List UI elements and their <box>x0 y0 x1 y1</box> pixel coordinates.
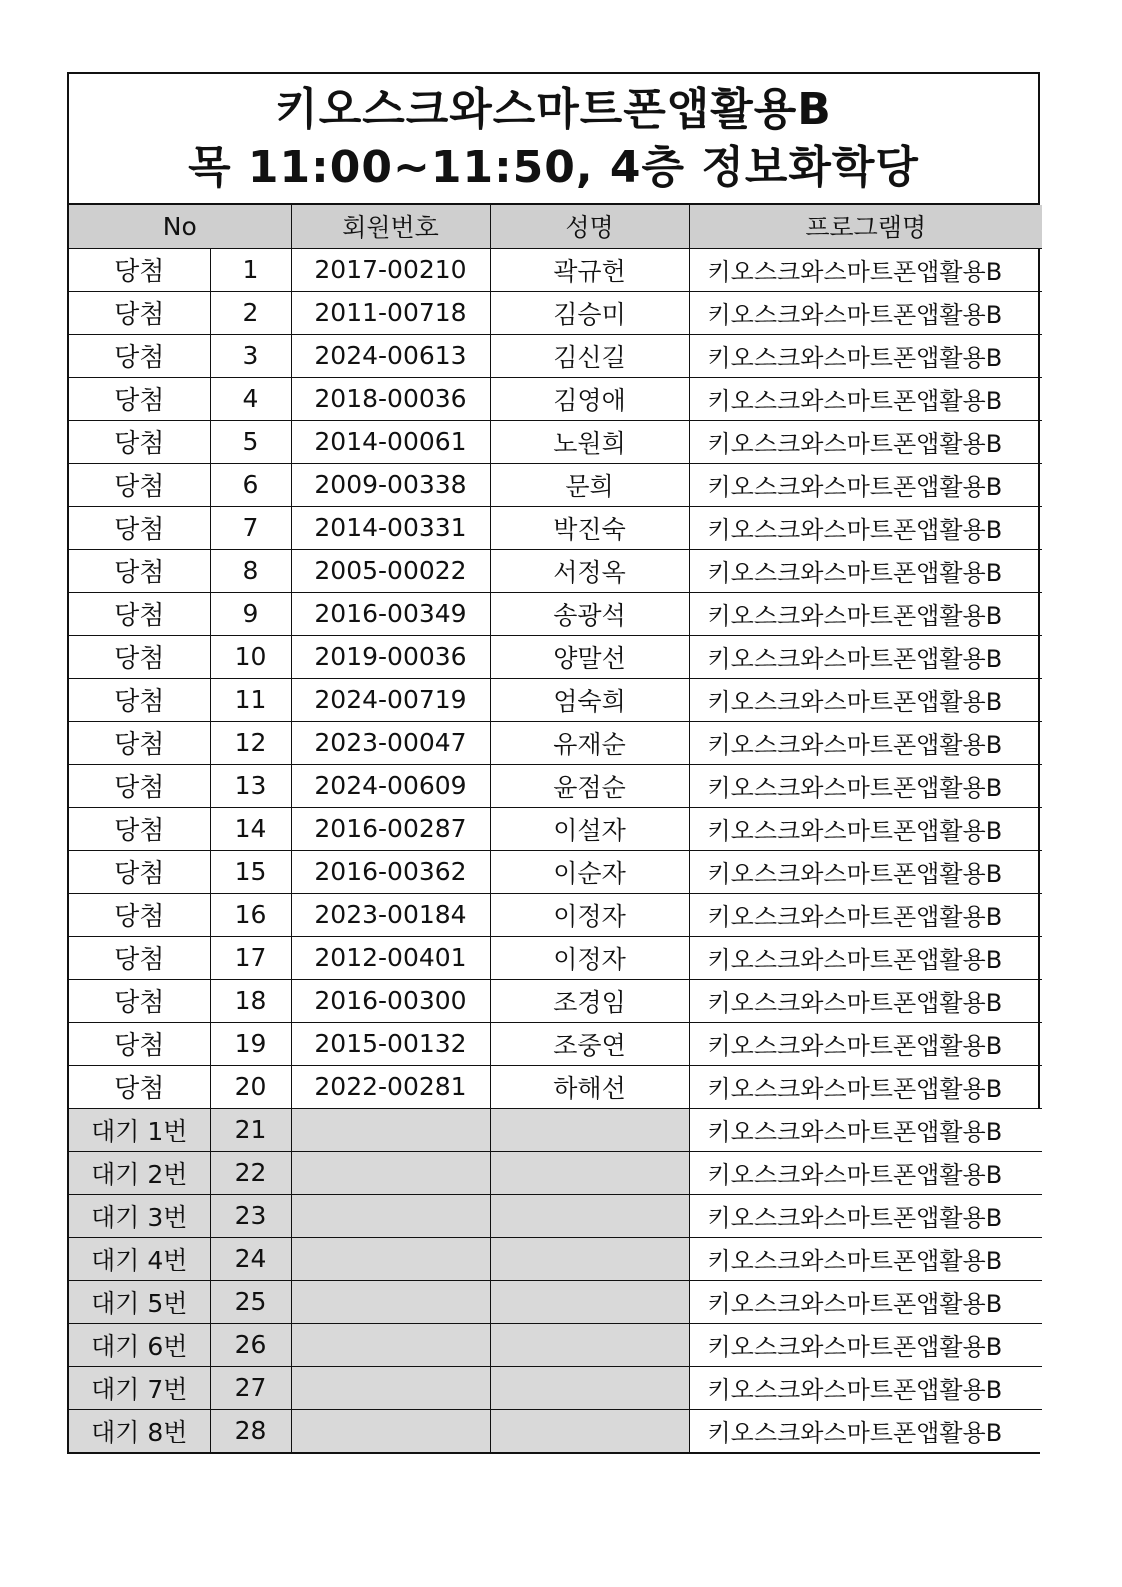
name-cell: 곽규헌 <box>490 248 689 291</box>
number-cell: 10 <box>210 635 291 678</box>
member-id-cell: 2011-00718 <box>291 291 490 334</box>
program-cell: 키오스크와스마트폰앱활용B <box>689 764 1042 807</box>
name-cell <box>490 1108 689 1151</box>
status-cell: 당첨 <box>69 764 210 807</box>
member-id-cell: 2016-00349 <box>291 592 490 635</box>
table-row <box>69 549 1042 592</box>
status-cell: 당첨 <box>69 678 210 721</box>
name-cell <box>490 1280 689 1323</box>
table-row <box>69 936 1042 979</box>
name-cell: 이설자 <box>490 807 689 850</box>
table-row <box>69 678 1042 721</box>
name-cell: 서정옥 <box>490 549 689 592</box>
program-cell: 키오스크와스마트폰앱활용B <box>689 936 1042 979</box>
member-id-cell <box>291 1366 490 1409</box>
status-cell: 당첨 <box>69 506 210 549</box>
status-cell: 대기 6번 <box>69 1323 210 1366</box>
name-cell: 하해선 <box>490 1065 689 1108</box>
member-id-cell <box>291 1409 490 1452</box>
member-id-cell: 2015-00132 <box>291 1022 490 1065</box>
status-cell: 당첨 <box>69 248 210 291</box>
program-cell: 키오스크와스마트폰앱활용B <box>689 1409 1042 1452</box>
number-cell: 1 <box>210 248 291 291</box>
name-cell: 김승미 <box>490 291 689 334</box>
number-cell: 13 <box>210 764 291 807</box>
lottery-result-sheet <box>67 72 1040 1454</box>
status-cell: 대기 5번 <box>69 1280 210 1323</box>
name-cell: 노원희 <box>490 420 689 463</box>
table-row <box>69 463 1042 506</box>
title-block <box>69 74 1038 205</box>
program-cell: 키오스크와스마트폰앱활용B <box>689 893 1042 936</box>
program-cell: 키오스크와스마트폰앱활용B <box>689 420 1042 463</box>
name-cell <box>490 1237 689 1280</box>
status-cell: 당첨 <box>69 463 210 506</box>
member-id-cell <box>291 1323 490 1366</box>
name-cell <box>490 1151 689 1194</box>
status-cell: 당첨 <box>69 420 210 463</box>
number-cell: 4 <box>210 377 291 420</box>
table-row <box>69 721 1042 764</box>
program-cell: 키오스크와스마트폰앱활용B <box>689 248 1042 291</box>
name-cell <box>490 1194 689 1237</box>
program-cell: 키오스크와스마트폰앱활용B <box>689 979 1042 1022</box>
number-cell: 24 <box>210 1237 291 1280</box>
status-cell: 당첨 <box>69 979 210 1022</box>
program-cell: 키오스크와스마트폰앱활용B <box>689 1151 1042 1194</box>
participant-table <box>69 205 1042 1452</box>
header-member-id: 회원번호 <box>291 205 490 248</box>
name-cell: 박진숙 <box>490 506 689 549</box>
program-cell: 키오스크와스마트폰앱활용B <box>689 549 1042 592</box>
number-cell: 20 <box>210 1065 291 1108</box>
status-cell: 대기 3번 <box>69 1194 210 1237</box>
table-row <box>69 635 1042 678</box>
member-id-cell <box>291 1280 490 1323</box>
number-cell: 27 <box>210 1366 291 1409</box>
number-cell: 7 <box>210 506 291 549</box>
program-cell: 키오스크와스마트폰앱활용B <box>689 463 1042 506</box>
status-cell: 대기 1번 <box>69 1108 210 1151</box>
program-cell: 키오스크와스마트폰앱활용B <box>689 1108 1042 1151</box>
member-id-cell: 2022-00281 <box>291 1065 490 1108</box>
program-cell: 키오스크와스마트폰앱활용B <box>689 850 1042 893</box>
member-id-cell: 2012-00401 <box>291 936 490 979</box>
program-cell: 키오스크와스마트폰앱활용B <box>689 377 1042 420</box>
page-title: 키오스크와스마트폰앱활용B <box>275 83 832 135</box>
status-cell: 당첨 <box>69 592 210 635</box>
name-cell: 조경임 <box>490 979 689 1022</box>
program-cell: 키오스크와스마트폰앱활용B <box>689 1280 1042 1323</box>
table-row <box>69 1108 1042 1151</box>
program-cell: 키오스크와스마트폰앱활용B <box>689 1065 1042 1108</box>
member-id-cell: 2009-00338 <box>291 463 490 506</box>
status-cell: 당첨 <box>69 1022 210 1065</box>
number-cell: 25 <box>210 1280 291 1323</box>
member-id-cell: 2024-00613 <box>291 334 490 377</box>
member-id-cell <box>291 1237 490 1280</box>
status-cell: 당첨 <box>69 936 210 979</box>
name-cell: 엄숙희 <box>490 678 689 721</box>
table-row <box>69 291 1042 334</box>
status-cell: 당첨 <box>69 850 210 893</box>
number-cell: 19 <box>210 1022 291 1065</box>
member-id-cell: 2024-00609 <box>291 764 490 807</box>
name-cell: 양말선 <box>490 635 689 678</box>
status-cell: 당첨 <box>69 377 210 420</box>
number-cell: 8 <box>210 549 291 592</box>
member-id-cell <box>291 1108 490 1151</box>
table-row <box>69 979 1042 1022</box>
status-cell: 대기 8번 <box>69 1409 210 1452</box>
number-cell: 14 <box>210 807 291 850</box>
table-row <box>69 1194 1042 1237</box>
table-row <box>69 592 1042 635</box>
number-cell: 16 <box>210 893 291 936</box>
program-cell: 키오스크와스마트폰앱활용B <box>689 334 1042 377</box>
status-cell: 당첨 <box>69 1065 210 1108</box>
number-cell: 5 <box>210 420 291 463</box>
status-cell: 당첨 <box>69 334 210 377</box>
number-cell: 11 <box>210 678 291 721</box>
name-cell: 이정자 <box>490 936 689 979</box>
name-cell: 윤점순 <box>490 764 689 807</box>
status-cell: 당첨 <box>69 635 210 678</box>
table-row <box>69 807 1042 850</box>
table-row <box>69 420 1042 463</box>
number-cell: 12 <box>210 721 291 764</box>
number-cell: 22 <box>210 1151 291 1194</box>
table-row <box>69 1151 1042 1194</box>
status-cell: 당첨 <box>69 807 210 850</box>
status-cell: 당첨 <box>69 291 210 334</box>
status-cell: 당첨 <box>69 893 210 936</box>
member-id-cell: 2024-00719 <box>291 678 490 721</box>
name-cell: 송광석 <box>490 592 689 635</box>
program-cell: 키오스크와스마트폰앱활용B <box>689 291 1042 334</box>
table-row <box>69 1280 1042 1323</box>
program-cell: 키오스크와스마트폰앱활용B <box>689 1022 1042 1065</box>
table-row <box>69 764 1042 807</box>
status-cell: 대기 4번 <box>69 1237 210 1280</box>
number-cell: 3 <box>210 334 291 377</box>
member-id-cell: 2017-00210 <box>291 248 490 291</box>
table-row <box>69 1237 1042 1280</box>
name-cell: 김영애 <box>490 377 689 420</box>
number-cell: 17 <box>210 936 291 979</box>
schedule-subtitle: 목 11:00~11:50, 4층 정보화학당 <box>188 141 919 193</box>
table-row <box>69 1065 1042 1108</box>
number-cell: 6 <box>210 463 291 506</box>
name-cell <box>490 1366 689 1409</box>
member-id-cell: 2016-00362 <box>291 850 490 893</box>
number-cell: 15 <box>210 850 291 893</box>
table-row <box>69 1409 1042 1452</box>
status-cell: 당첨 <box>69 721 210 764</box>
member-id-cell: 2019-00036 <box>291 635 490 678</box>
member-id-cell: 2018-00036 <box>291 377 490 420</box>
name-cell: 김신길 <box>490 334 689 377</box>
header-no: No <box>69 205 291 248</box>
name-cell <box>490 1409 689 1452</box>
table-row <box>69 248 1042 291</box>
program-cell: 키오스크와스마트폰앱활용B <box>689 1237 1042 1280</box>
program-cell: 키오스크와스마트폰앱활용B <box>689 1366 1042 1409</box>
member-id-cell <box>291 1194 490 1237</box>
number-cell: 21 <box>210 1108 291 1151</box>
program-cell: 키오스크와스마트폰앱활용B <box>689 678 1042 721</box>
name-cell: 조중연 <box>490 1022 689 1065</box>
number-cell: 9 <box>210 592 291 635</box>
number-cell: 28 <box>210 1409 291 1452</box>
member-id-cell: 2023-00047 <box>291 721 490 764</box>
name-cell: 유재순 <box>490 721 689 764</box>
table-row <box>69 1323 1042 1366</box>
member-id-cell <box>291 1151 490 1194</box>
member-id-cell: 2005-00022 <box>291 549 490 592</box>
table-body <box>69 248 1042 1452</box>
name-cell: 이순자 <box>490 850 689 893</box>
table-row <box>69 377 1042 420</box>
name-cell: 이정자 <box>490 893 689 936</box>
program-cell: 키오스크와스마트폰앱활용B <box>689 1323 1042 1366</box>
number-cell: 2 <box>210 291 291 334</box>
member-id-cell: 2014-00331 <box>291 506 490 549</box>
header-program: 프로그램명 <box>689 205 1042 248</box>
number-cell: 18 <box>210 979 291 1022</box>
status-cell: 대기 7번 <box>69 1366 210 1409</box>
program-cell: 키오스크와스마트폰앱활용B <box>689 506 1042 549</box>
member-id-cell: 2016-00300 <box>291 979 490 1022</box>
number-cell: 26 <box>210 1323 291 1366</box>
name-cell <box>490 1323 689 1366</box>
header-name: 성명 <box>490 205 689 248</box>
table-row <box>69 334 1042 377</box>
member-id-cell: 2014-00061 <box>291 420 490 463</box>
program-cell: 키오스크와스마트폰앱활용B <box>689 1194 1042 1237</box>
program-cell: 키오스크와스마트폰앱활용B <box>689 721 1042 764</box>
table-row <box>69 1366 1042 1409</box>
program-cell: 키오스크와스마트폰앱활용B <box>689 592 1042 635</box>
member-id-cell: 2016-00287 <box>291 807 490 850</box>
table-row <box>69 893 1042 936</box>
status-cell: 당첨 <box>69 549 210 592</box>
table-row <box>69 1022 1042 1065</box>
name-cell: 문희 <box>490 463 689 506</box>
number-cell: 23 <box>210 1194 291 1237</box>
status-cell: 대기 2번 <box>69 1151 210 1194</box>
program-cell: 키오스크와스마트폰앱활용B <box>689 807 1042 850</box>
table-header-row <box>69 205 1042 248</box>
program-cell: 키오스크와스마트폰앱활용B <box>689 635 1042 678</box>
table-row <box>69 850 1042 893</box>
table-row <box>69 506 1042 549</box>
member-id-cell: 2023-00184 <box>291 893 490 936</box>
